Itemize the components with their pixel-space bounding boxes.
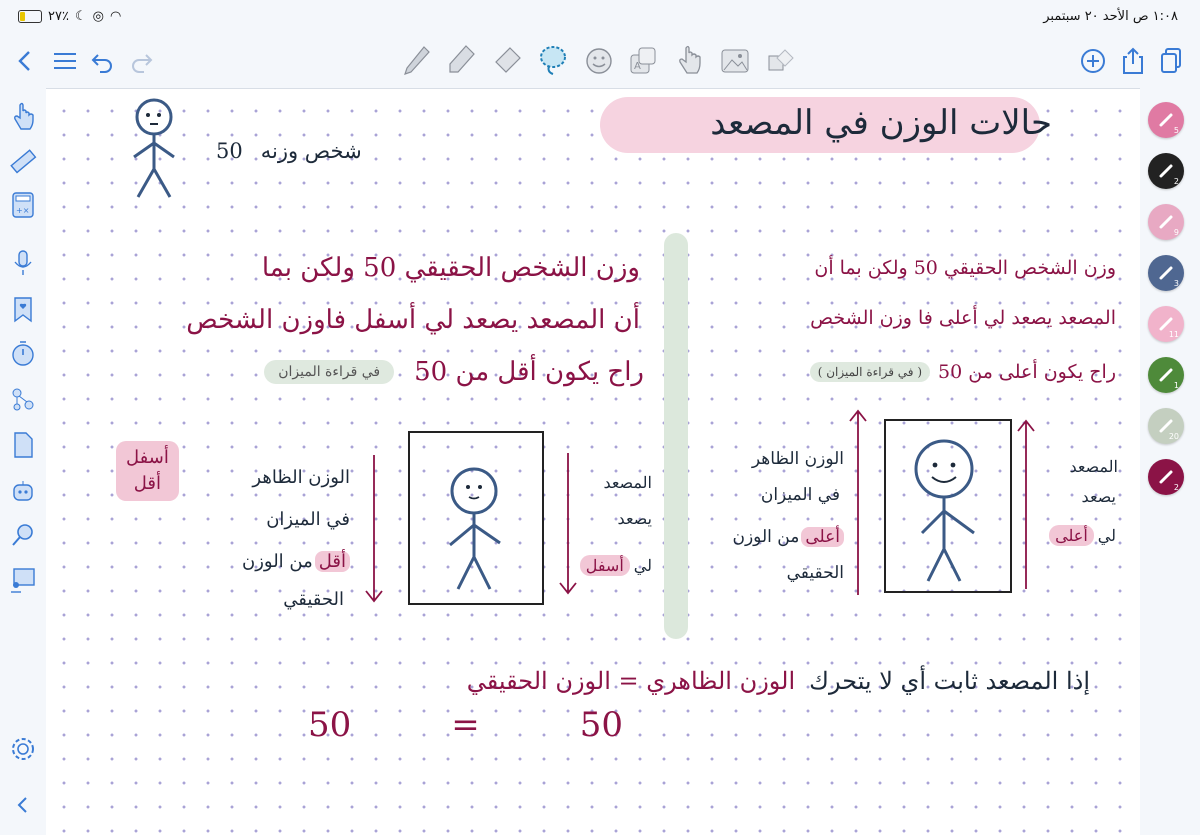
hand-pointer-icon[interactable] xyxy=(672,44,706,78)
location-icon: ◎ xyxy=(92,9,104,24)
toolbar xyxy=(0,36,1200,88)
elevator-box-up xyxy=(884,419,1012,593)
lasso-icon[interactable] xyxy=(536,44,570,78)
collapse-sidebar-icon[interactable] xyxy=(6,788,40,822)
microphone-icon[interactable] xyxy=(6,246,40,280)
stick-figure-drawing xyxy=(122,97,186,201)
up-arrow-highlight: أعلى xyxy=(1049,525,1094,546)
down-line-2: أن المصعد يصعد لي أسفل فاوزن الشخص xyxy=(186,305,640,335)
down-arrow-label-2: يصعد xyxy=(617,509,652,528)
down-arrow-label-1: المصعد xyxy=(603,473,652,492)
svg-text:A: A xyxy=(634,61,641,72)
bottom-statement xyxy=(467,667,1090,695)
battery-percent: ٢٧٪ xyxy=(48,9,69,24)
document-icon[interactable] xyxy=(6,428,40,462)
down-weight-3-text: من الوزن xyxy=(241,551,313,572)
pages-icon[interactable] xyxy=(1154,44,1188,78)
pen-size-label: 2 xyxy=(1173,483,1179,492)
person-weight-value: 50 xyxy=(216,139,243,163)
weight-equation: الوزن الظاهري = الوزن الحقيقي xyxy=(466,667,796,695)
pen-size-label: 11 xyxy=(1168,330,1179,339)
up-arrow-label-2: يصعد xyxy=(1081,487,1116,506)
person-label-text: شخص وزنه xyxy=(260,139,362,163)
calculator-icon[interactable] xyxy=(6,188,40,222)
up-arrow-label-3-text: لي xyxy=(1097,526,1116,545)
down-arrow-highlight: أسفل xyxy=(580,555,630,576)
note-page[interactable] xyxy=(46,88,1140,835)
down-arrow-label-3-text: لي xyxy=(633,556,652,575)
down-line-1: وزن الشخص الحقيقي 50 ولكن بما xyxy=(261,253,640,283)
pen-swatch-7[interactable] xyxy=(1148,408,1184,444)
up-arrow-left xyxy=(846,407,870,597)
undo-icon[interactable] xyxy=(86,44,120,78)
down-weight-highlight: أقل xyxy=(315,551,350,572)
pen-swatch-8[interactable] xyxy=(1148,459,1184,495)
up-line-3-note: ( في قراءة الميزان ) xyxy=(810,362,930,382)
left-sidebar xyxy=(0,88,46,834)
down-weight-3 xyxy=(242,551,350,572)
shapes-icon[interactable] xyxy=(764,44,798,78)
gear-icon[interactable] xyxy=(6,732,40,766)
highlighter-icon[interactable] xyxy=(444,44,478,78)
up-weight-2: في الميزان xyxy=(760,485,840,505)
mind-map-icon[interactable] xyxy=(6,382,40,416)
down-weight-1: الوزن الظاهر xyxy=(252,467,350,488)
pen-size-label: 9 xyxy=(1173,228,1179,237)
bookmark-heart-icon[interactable] xyxy=(6,292,40,326)
eraser-icon[interactable] xyxy=(490,44,524,78)
search-icon[interactable] xyxy=(6,518,40,552)
pen-size-label: 5 xyxy=(1173,126,1179,135)
robot-icon[interactable] xyxy=(6,474,40,508)
sticker-icon[interactable] xyxy=(582,44,616,78)
pen-swatch-5[interactable] xyxy=(1148,306,1184,342)
image-icon[interactable] xyxy=(718,44,752,78)
up-arrow-right xyxy=(1014,417,1038,591)
equation-value-1: 50 xyxy=(308,705,352,745)
down-line-3 xyxy=(264,357,644,387)
up-arrow-label-1: المصعد xyxy=(1069,457,1118,476)
equation-value-2: 50 xyxy=(579,705,624,745)
chevron-left-icon[interactable] xyxy=(8,44,42,78)
person-weight-label xyxy=(216,139,362,163)
status-icons xyxy=(18,9,121,24)
pen-size-label: 3 xyxy=(1173,279,1179,288)
svg-text:+×: +× xyxy=(16,206,30,215)
ruler-icon[interactable] xyxy=(6,144,40,178)
down-arrow-right xyxy=(556,451,580,597)
pen-swatch-6[interactable] xyxy=(1148,357,1184,393)
text-icon[interactable] xyxy=(626,44,660,78)
down-arrow-label-3 xyxy=(580,555,652,576)
up-weight-3-text: من الوزن xyxy=(732,527,800,547)
pen-size-label: 2 xyxy=(1173,177,1179,186)
up-weight-highlight: أعلى xyxy=(801,527,844,547)
status-time: ١:٠٨ ص الأحد ٢٠ سبتمبر xyxy=(1043,9,1178,24)
battery-icon xyxy=(18,10,42,23)
numeric-equation xyxy=(308,705,623,745)
moon-icon: ☾ xyxy=(74,9,87,24)
page-title: حالات الوزن في المصعد xyxy=(710,103,1052,143)
up-line-1: وزن الشخص الحقيقي 50 ولكن بما أن xyxy=(814,257,1116,279)
list-icon[interactable] xyxy=(48,44,82,78)
pen-swatch-4[interactable] xyxy=(1148,255,1184,291)
pen-size-label: 1 xyxy=(1173,381,1179,390)
down-tag-1: أسفل xyxy=(126,447,169,468)
neutral-figure-drawing xyxy=(410,433,542,603)
down-weight-4: الحقيقي xyxy=(283,589,344,610)
equation-equals-sign: = xyxy=(451,705,480,745)
up-weight-4: الحقيقي xyxy=(786,563,844,583)
down-arrow-left xyxy=(362,453,386,605)
down-line-3-text: راح يكون أقل من 50 xyxy=(414,357,644,387)
up-weight-3 xyxy=(732,527,844,547)
elevator-box-down xyxy=(408,431,544,605)
pen-swatch-1[interactable] xyxy=(1148,102,1184,138)
down-weight-2: في الميزان xyxy=(266,509,350,530)
up-line-2: المصعد يصعد لي أعلى فا وزن الشخص xyxy=(810,307,1116,329)
pen-size-label: 20 xyxy=(1168,432,1179,441)
add-icon[interactable] xyxy=(1076,44,1110,78)
wifi-icon: ◠ xyxy=(109,9,122,24)
status-bar xyxy=(0,0,1200,36)
down-tag-2: أقل xyxy=(133,473,162,494)
pen-palette xyxy=(1140,88,1200,834)
up-weight-1: الوزن الظاهر xyxy=(751,449,844,469)
redo-icon[interactable] xyxy=(124,44,158,78)
timer-icon[interactable] xyxy=(6,336,40,370)
pen-swatch-3[interactable] xyxy=(1148,204,1184,240)
up-line-3 xyxy=(810,361,1116,383)
static-condition-text: إذا المصعد ثابت أي لا يتحرك xyxy=(809,667,1090,695)
down-tag xyxy=(116,441,179,501)
up-line-3-text: راح يكون أعلى من 50 xyxy=(938,361,1116,383)
hand-pointer-icon[interactable] xyxy=(6,100,40,134)
pen-icon[interactable] xyxy=(400,44,434,78)
share-icon[interactable] xyxy=(1116,44,1150,78)
column-divider xyxy=(664,233,688,639)
pen-swatch-2[interactable] xyxy=(1148,153,1184,189)
presentation-icon[interactable] xyxy=(6,562,40,596)
down-line-3-note: في قراءة الميزان xyxy=(264,360,394,384)
smiling-figure-drawing xyxy=(886,421,1010,591)
up-arrow-label-3 xyxy=(1049,525,1116,546)
